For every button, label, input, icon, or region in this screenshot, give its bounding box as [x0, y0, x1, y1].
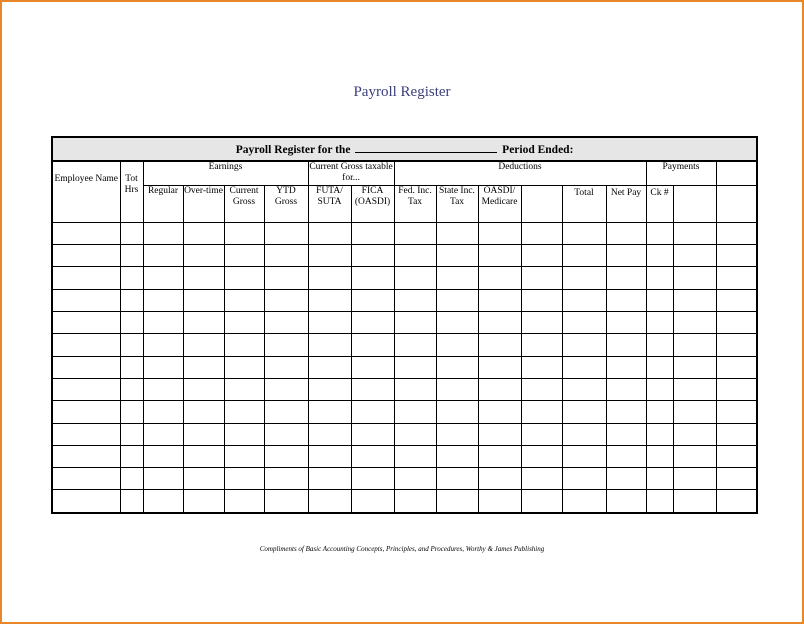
entry-cell[interactable]	[646, 401, 673, 423]
entry-cell[interactable]	[521, 378, 562, 400]
entry-cell[interactable]	[606, 468, 646, 490]
entry-cell[interactable]	[264, 222, 308, 244]
entry-cell[interactable]	[120, 311, 143, 333]
entry-cell[interactable]	[351, 401, 394, 423]
entry-cell[interactable]	[143, 267, 183, 289]
entry-cell[interactable]	[478, 311, 521, 333]
col-oasdi-medicare: OASDI/ Medicare	[478, 186, 521, 223]
entry-cell[interactable]	[606, 311, 646, 333]
entry-cell[interactable]	[716, 289, 757, 311]
table-row	[52, 401, 757, 423]
entry-cell[interactable]	[120, 490, 143, 513]
table-row	[52, 267, 757, 289]
entry-cell[interactable]	[52, 445, 120, 467]
entry-cell[interactable]	[562, 423, 606, 445]
entry-cell[interactable]	[351, 356, 394, 378]
entry-cell[interactable]	[521, 311, 562, 333]
entry-cell[interactable]	[394, 311, 436, 333]
entry-cell[interactable]	[264, 445, 308, 467]
entry-cell[interactable]	[224, 401, 264, 423]
entry-cell[interactable]	[646, 267, 673, 289]
entry-cell[interactable]	[264, 356, 308, 378]
entry-cell[interactable]	[562, 334, 606, 356]
group-payments: Payments	[646, 161, 716, 185]
table-row	[52, 245, 757, 267]
entry-cell[interactable]	[673, 356, 716, 378]
entry-cell[interactable]	[562, 267, 606, 289]
entry-cell[interactable]	[264, 490, 308, 513]
entry-cell[interactable]	[478, 490, 521, 513]
col-regular: Regular	[143, 186, 183, 223]
entry-cell[interactable]	[308, 356, 351, 378]
entry-cell[interactable]	[646, 490, 673, 513]
heading-prefix: Payroll Register for the	[235, 143, 351, 156]
entry-cell[interactable]	[673, 311, 716, 333]
entry-cell[interactable]	[673, 334, 716, 356]
entry-cell[interactable]	[351, 445, 394, 467]
entry-cell[interactable]	[436, 401, 478, 423]
table-row	[52, 222, 757, 244]
entry-cell[interactable]	[562, 490, 606, 513]
entry-cell[interactable]	[436, 468, 478, 490]
entry-cell[interactable]	[143, 222, 183, 244]
entry-cell[interactable]	[264, 267, 308, 289]
entry-cell[interactable]	[606, 445, 646, 467]
entry-cell[interactable]	[52, 378, 120, 400]
group-earnings: Earnings	[143, 161, 308, 185]
entry-cell[interactable]	[478, 378, 521, 400]
entry-cell[interactable]	[673, 267, 716, 289]
entry-cell[interactable]	[436, 378, 478, 400]
entry-cell[interactable]	[646, 311, 673, 333]
entry-cell[interactable]	[264, 378, 308, 400]
entry-cell[interactable]	[143, 490, 183, 513]
entry-cell[interactable]	[264, 245, 308, 267]
entry-cell[interactable]	[264, 401, 308, 423]
table-row	[52, 378, 757, 400]
heading-suffix: Period Ended:	[502, 143, 574, 156]
entry-cell[interactable]	[562, 289, 606, 311]
table-row	[52, 289, 757, 311]
entry-cell[interactable]	[52, 334, 120, 356]
table-row	[52, 490, 757, 513]
entry-cell[interactable]	[52, 401, 120, 423]
entry-cell[interactable]	[224, 222, 264, 244]
entry-cell[interactable]	[183, 334, 224, 356]
entry-cell[interactable]	[478, 356, 521, 378]
entry-cell[interactable]	[224, 334, 264, 356]
entry-cell[interactable]	[394, 423, 436, 445]
entry-cell[interactable]	[521, 222, 562, 244]
entry-cell[interactable]	[436, 245, 478, 267]
col-ck-number: Ck #	[646, 186, 673, 223]
entry-cell[interactable]	[606, 490, 646, 513]
entry-cell[interactable]	[308, 445, 351, 467]
entry-cell[interactable]	[562, 356, 606, 378]
table-row	[52, 356, 757, 378]
entry-cell[interactable]	[716, 423, 757, 445]
entry-cell[interactable]	[264, 423, 308, 445]
entry-cell[interactable]	[264, 334, 308, 356]
table-row	[52, 468, 757, 490]
entry-cell[interactable]	[716, 445, 757, 467]
entry-cell[interactable]	[224, 445, 264, 467]
group-deductions: Deductions	[394, 161, 646, 185]
entry-cell[interactable]	[351, 378, 394, 400]
entry-cell[interactable]	[264, 311, 308, 333]
entry-cell[interactable]	[673, 289, 716, 311]
entry-cell[interactable]	[716, 356, 757, 378]
entry-cell[interactable]	[478, 401, 521, 423]
col-net-pay: Net Pay	[606, 186, 646, 223]
entry-cell[interactable]	[562, 245, 606, 267]
entry-cell[interactable]	[224, 289, 264, 311]
col-ytd-gross: YTD Gross	[264, 186, 308, 223]
entry-cell[interactable]	[394, 289, 436, 311]
entry-cell[interactable]	[52, 245, 120, 267]
group-current-gross: Current Gross taxable for...	[308, 161, 394, 185]
entry-cell[interactable]	[394, 401, 436, 423]
entry-cell[interactable]	[183, 245, 224, 267]
entry-cell[interactable]	[521, 245, 562, 267]
entry-cell[interactable]	[52, 423, 120, 445]
register-body	[52, 222, 757, 513]
entry-cell[interactable]	[351, 267, 394, 289]
entry-cell[interactable]	[308, 401, 351, 423]
entry-cell[interactable]	[120, 445, 143, 467]
entry-cell[interactable]	[264, 289, 308, 311]
entry-cell[interactable]	[716, 490, 757, 513]
entry-cell[interactable]	[521, 423, 562, 445]
footer-credit: Compliments of Basic Accounting Concepts, Principles, and Procedures, Worthy & James Publishing	[259, 545, 545, 553]
col-tot-hrs: Tot Hrs	[120, 161, 143, 222]
entry-cell[interactable]	[478, 468, 521, 490]
entry-cell[interactable]	[478, 222, 521, 244]
entry-cell[interactable]	[562, 401, 606, 423]
entry-cell[interactable]	[52, 356, 120, 378]
table-row	[52, 423, 757, 445]
entry-cell[interactable]	[183, 356, 224, 378]
payroll-register-table	[51, 136, 758, 514]
entry-cell[interactable]	[646, 334, 673, 356]
entry-cell[interactable]	[224, 267, 264, 289]
entry-cell[interactable]	[143, 334, 183, 356]
entry-cell[interactable]	[183, 401, 224, 423]
entry-cell[interactable]	[394, 222, 436, 244]
entry-cell[interactable]	[562, 311, 606, 333]
entry-cell[interactable]	[478, 289, 521, 311]
col-fed-inc-tax: Fed. Inc. Tax	[394, 186, 436, 223]
entry-cell[interactable]	[224, 356, 264, 378]
entry-cell[interactable]	[224, 468, 264, 490]
col-state-inc-tax: State Inc. Tax	[436, 186, 478, 223]
entry-cell[interactable]	[120, 401, 143, 423]
entry-cell[interactable]	[52, 311, 120, 333]
entry-cell[interactable]	[183, 490, 224, 513]
entry-cell[interactable]	[351, 222, 394, 244]
entry-cell[interactable]	[143, 356, 183, 378]
col-employee-name: Employee Name	[52, 161, 120, 222]
entry-cell[interactable]	[52, 289, 120, 311]
entry-cell[interactable]	[521, 401, 562, 423]
entry-cell[interactable]	[646, 468, 673, 490]
entry-cell[interactable]	[394, 378, 436, 400]
entry-cell[interactable]	[436, 423, 478, 445]
entry-cell[interactable]	[143, 401, 183, 423]
entry-cell[interactable]	[436, 490, 478, 513]
entry-cell[interactable]	[143, 423, 183, 445]
entry-cell[interactable]	[436, 356, 478, 378]
entry-cell[interactable]	[478, 245, 521, 267]
entry-cell[interactable]	[308, 245, 351, 267]
entry-cell[interactable]	[351, 334, 394, 356]
entry-cell[interactable]	[143, 245, 183, 267]
entry-cell[interactable]	[308, 311, 351, 333]
entry-cell[interactable]	[52, 222, 120, 244]
entry-cell[interactable]	[436, 334, 478, 356]
entry-cell[interactable]	[264, 468, 308, 490]
entry-cell[interactable]	[521, 267, 562, 289]
entry-cell[interactable]	[521, 334, 562, 356]
entry-cell[interactable]	[673, 401, 716, 423]
entry-cell[interactable]	[308, 289, 351, 311]
entry-cell[interactable]	[224, 378, 264, 400]
entry-cell[interactable]	[716, 311, 757, 333]
entry-cell[interactable]	[646, 356, 673, 378]
entry-cell[interactable]	[308, 423, 351, 445]
entry-cell[interactable]	[436, 267, 478, 289]
table-row	[52, 311, 757, 333]
entry-cell[interactable]	[606, 222, 646, 244]
entry-cell[interactable]	[224, 423, 264, 445]
entry-cell[interactable]	[436, 289, 478, 311]
entry-cell[interactable]	[673, 468, 716, 490]
entry-cell[interactable]	[120, 378, 143, 400]
entry-cell[interactable]	[120, 356, 143, 378]
entry-cell[interactable]	[436, 311, 478, 333]
entry-cell[interactable]	[606, 334, 646, 356]
entry-cell[interactable]	[673, 490, 716, 513]
entry-cell[interactable]	[120, 334, 143, 356]
entry-cell[interactable]	[351, 245, 394, 267]
entry-cell[interactable]	[478, 423, 521, 445]
entry-cell[interactable]	[716, 468, 757, 490]
entry-cell[interactable]	[224, 245, 264, 267]
entry-cell[interactable]	[120, 222, 143, 244]
entry-cell[interactable]	[143, 445, 183, 467]
entry-cell[interactable]	[673, 222, 716, 244]
entry-cell[interactable]	[120, 245, 143, 267]
col-futa-suta: FUTA/ SUTA	[308, 186, 351, 223]
period-blank-line[interactable]	[355, 143, 497, 153]
entry-cell[interactable]	[183, 378, 224, 400]
entry-cell[interactable]	[646, 222, 673, 244]
entry-cell[interactable]	[646, 378, 673, 400]
col-deduction-blank	[521, 186, 562, 223]
entry-cell[interactable]	[52, 490, 120, 513]
header-spare-cell	[716, 161, 757, 185]
entry-cell[interactable]	[716, 401, 757, 423]
entry-cell[interactable]	[394, 490, 436, 513]
entry-cell[interactable]	[143, 289, 183, 311]
entry-cell[interactable]	[183, 267, 224, 289]
entry-cell[interactable]	[716, 245, 757, 267]
entry-cell[interactable]	[521, 289, 562, 311]
entry-cell[interactable]	[351, 468, 394, 490]
entry-cell[interactable]	[673, 423, 716, 445]
entry-cell[interactable]	[716, 222, 757, 244]
entry-cell[interactable]	[308, 222, 351, 244]
col-overtime: Over-time	[183, 186, 224, 223]
entry-cell[interactable]	[183, 445, 224, 467]
entry-cell[interactable]	[308, 378, 351, 400]
entry-cell[interactable]	[52, 267, 120, 289]
entry-cell[interactable]	[183, 311, 224, 333]
entry-cell[interactable]	[394, 468, 436, 490]
entry-cell[interactable]	[351, 490, 394, 513]
entry-cell[interactable]	[562, 222, 606, 244]
entry-cell[interactable]	[646, 445, 673, 467]
entry-cell[interactable]	[673, 245, 716, 267]
entry-cell[interactable]	[646, 245, 673, 267]
entry-cell[interactable]	[183, 222, 224, 244]
entry-cell[interactable]	[308, 490, 351, 513]
entry-cell[interactable]	[224, 490, 264, 513]
entry-cell[interactable]	[716, 378, 757, 400]
entry-cell[interactable]	[716, 334, 757, 356]
col-current-gross: Current Gross	[224, 186, 264, 223]
entry-cell[interactable]	[673, 378, 716, 400]
col-blank-1	[673, 186, 716, 223]
entry-cell[interactable]	[308, 468, 351, 490]
entry-cell[interactable]	[436, 445, 478, 467]
entry-cell[interactable]	[646, 423, 673, 445]
entry-cell[interactable]	[120, 267, 143, 289]
entry-cell[interactable]	[606, 401, 646, 423]
entry-cell[interactable]	[394, 334, 436, 356]
entry-cell[interactable]	[308, 267, 351, 289]
entry-cell[interactable]	[143, 468, 183, 490]
col-blank-2	[716, 186, 757, 223]
entry-cell[interactable]	[394, 267, 436, 289]
table-row	[52, 334, 757, 356]
entry-cell[interactable]	[224, 311, 264, 333]
entry-cell[interactable]	[716, 267, 757, 289]
entry-cell[interactable]	[606, 289, 646, 311]
entry-cell[interactable]	[308, 334, 351, 356]
entry-cell[interactable]	[606, 423, 646, 445]
entry-cell[interactable]	[351, 423, 394, 445]
entry-cell[interactable]	[120, 468, 143, 490]
entry-cell[interactable]	[521, 445, 562, 467]
entry-cell[interactable]	[562, 445, 606, 467]
entry-cell[interactable]	[394, 245, 436, 267]
entry-cell[interactable]	[120, 423, 143, 445]
entry-cell[interactable]	[183, 423, 224, 445]
col-total: Total	[562, 186, 606, 223]
entry-cell[interactable]	[521, 356, 562, 378]
register-heading	[52, 137, 757, 161]
entry-cell[interactable]	[521, 490, 562, 513]
entry-cell[interactable]	[478, 267, 521, 289]
entry-cell[interactable]	[52, 468, 120, 490]
entry-cell[interactable]	[478, 334, 521, 356]
entry-cell[interactable]	[606, 356, 646, 378]
entry-cell[interactable]	[394, 445, 436, 467]
entry-cell[interactable]	[562, 378, 606, 400]
entry-cell[interactable]	[646, 289, 673, 311]
entry-cell[interactable]	[183, 468, 224, 490]
entry-cell[interactable]	[351, 289, 394, 311]
entry-cell[interactable]	[521, 468, 562, 490]
entry-cell[interactable]	[478, 445, 521, 467]
entry-cell[interactable]	[562, 468, 606, 490]
page-title: Payroll Register	[353, 84, 451, 100]
entry-cell[interactable]	[606, 245, 646, 267]
entry-cell[interactable]	[606, 378, 646, 400]
entry-cell[interactable]	[673, 445, 716, 467]
entry-cell[interactable]	[436, 222, 478, 244]
entry-cell[interactable]	[120, 289, 143, 311]
entry-cell[interactable]	[183, 289, 224, 311]
entry-cell[interactable]	[143, 311, 183, 333]
entry-cell[interactable]	[606, 267, 646, 289]
col-fica-oasdi: FICA (OASDI)	[351, 186, 394, 223]
table-row	[52, 445, 757, 467]
entry-cell[interactable]	[143, 378, 183, 400]
entry-cell[interactable]	[351, 311, 394, 333]
entry-cell[interactable]	[394, 356, 436, 378]
